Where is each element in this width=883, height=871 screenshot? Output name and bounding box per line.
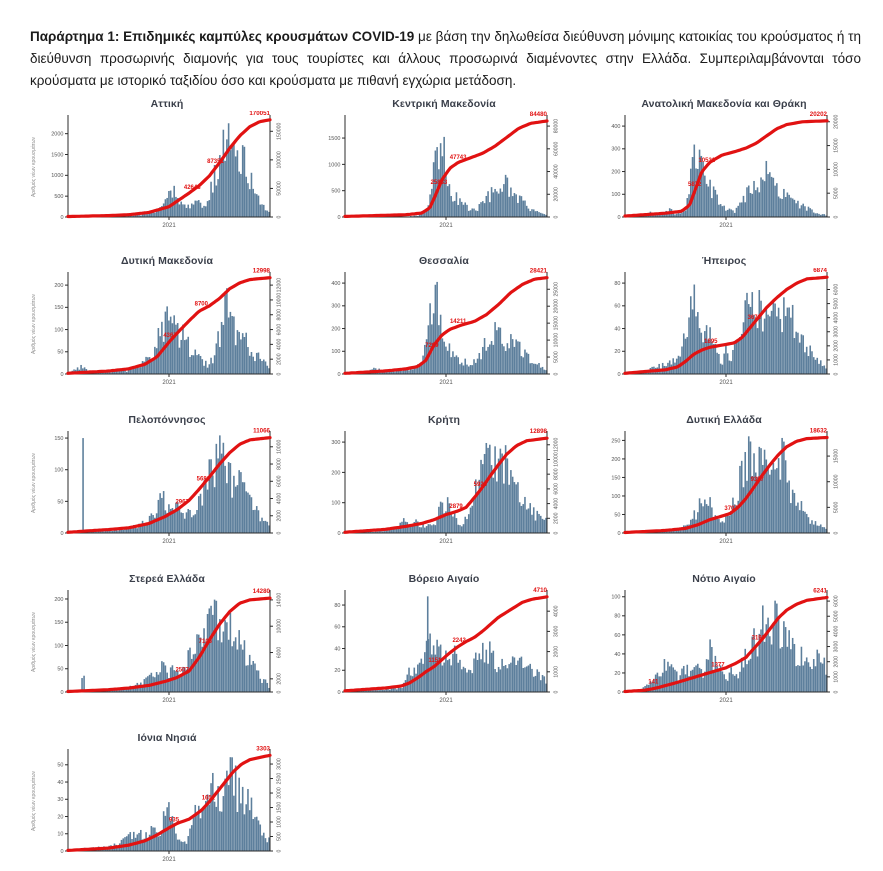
chart-title: Ήπειρος bbox=[701, 255, 747, 267]
svg-text:100: 100 bbox=[54, 467, 64, 474]
svg-text:2507: 2507 bbox=[175, 667, 189, 674]
y-axis-title: Αριθμός νέων κρουσμάτων bbox=[31, 136, 37, 198]
svg-text:2021: 2021 bbox=[162, 857, 176, 863]
svg-text:2021: 2021 bbox=[162, 223, 176, 229]
svg-text:150000: 150000 bbox=[276, 122, 283, 140]
svg-text:4000: 4000 bbox=[276, 492, 283, 505]
svg-text:6000: 6000 bbox=[276, 475, 283, 488]
svg-text:2967: 2967 bbox=[175, 499, 189, 506]
svg-text:2021: 2021 bbox=[162, 539, 176, 545]
chart-canvas bbox=[305, 427, 583, 551]
svg-text:5872: 5872 bbox=[688, 181, 702, 188]
chart-title: Βόρειο Αιγαίο bbox=[408, 573, 480, 585]
svg-text:2021: 2021 bbox=[719, 223, 733, 229]
svg-text:6000: 6000 bbox=[833, 283, 840, 296]
svg-text:400: 400 bbox=[331, 280, 341, 287]
svg-text:50: 50 bbox=[57, 762, 64, 769]
svg-text:0: 0 bbox=[833, 531, 840, 535]
svg-text:10000: 10000 bbox=[833, 474, 840, 489]
svg-text:11066: 11066 bbox=[253, 427, 270, 435]
svg-text:14000: 14000 bbox=[276, 592, 283, 608]
svg-text:12898: 12898 bbox=[529, 428, 547, 436]
svg-text:300: 300 bbox=[331, 303, 341, 310]
svg-text:3193: 3193 bbox=[751, 635, 765, 642]
svg-text:0: 0 bbox=[337, 214, 341, 221]
svg-text:2000: 2000 bbox=[833, 340, 840, 352]
svg-text:0: 0 bbox=[60, 214, 64, 221]
svg-text:2000: 2000 bbox=[51, 131, 64, 138]
svg-text:100: 100 bbox=[611, 594, 621, 601]
svg-text:6874: 6874 bbox=[813, 268, 827, 275]
chart-canvas bbox=[585, 427, 863, 551]
svg-text:4000: 4000 bbox=[833, 311, 840, 324]
chart-canvas bbox=[305, 268, 583, 392]
svg-text:6000: 6000 bbox=[833, 595, 840, 607]
chart-panel-7 bbox=[28, 414, 306, 556]
svg-text:14280: 14280 bbox=[252, 588, 270, 596]
svg-text:7105: 7105 bbox=[198, 639, 213, 646]
chart-title: Θεσσαλία bbox=[419, 255, 469, 267]
svg-text:5000: 5000 bbox=[833, 187, 840, 199]
svg-text:20: 20 bbox=[614, 670, 621, 677]
svg-text:8000: 8000 bbox=[276, 458, 283, 470]
svg-text:500: 500 bbox=[276, 832, 283, 841]
chart-panel-11 bbox=[305, 573, 583, 715]
svg-text:20000: 20000 bbox=[833, 114, 840, 129]
chart-panel-9 bbox=[585, 414, 863, 556]
svg-text:8700: 8700 bbox=[194, 301, 208, 308]
svg-text:10: 10 bbox=[57, 831, 64, 838]
chart-panel-4 bbox=[28, 255, 306, 397]
svg-text:250: 250 bbox=[611, 438, 621, 445]
svg-text:150: 150 bbox=[54, 305, 64, 312]
svg-text:200: 200 bbox=[611, 169, 621, 176]
svg-text:200: 200 bbox=[54, 596, 64, 603]
svg-text:100: 100 bbox=[54, 327, 64, 334]
svg-text:15000: 15000 bbox=[553, 315, 560, 331]
svg-text:1000: 1000 bbox=[553, 666, 560, 678]
svg-text:14211: 14211 bbox=[449, 319, 467, 326]
chart-panel-12 bbox=[585, 573, 863, 715]
chart-canvas bbox=[28, 586, 306, 710]
svg-text:9357: 9357 bbox=[750, 476, 764, 483]
svg-text:25833: 25833 bbox=[430, 179, 448, 186]
chart-canvas bbox=[28, 745, 306, 869]
y-axis-title: Αριθμός νέων κρουσμάτων bbox=[31, 770, 37, 832]
chart-panel-8 bbox=[305, 414, 583, 556]
svg-text:2021: 2021 bbox=[719, 698, 733, 704]
svg-text:100: 100 bbox=[611, 192, 621, 199]
svg-text:20000: 20000 bbox=[553, 187, 560, 202]
svg-text:10000: 10000 bbox=[553, 332, 560, 348]
svg-text:2021: 2021 bbox=[719, 539, 733, 545]
svg-text:12000: 12000 bbox=[553, 437, 560, 452]
svg-text:0: 0 bbox=[553, 690, 560, 694]
svg-text:2021: 2021 bbox=[439, 539, 453, 545]
svg-text:150: 150 bbox=[611, 475, 621, 482]
chart-title: Νότιο Αιγαίο bbox=[692, 573, 756, 585]
svg-text:3000: 3000 bbox=[276, 758, 283, 770]
svg-text:1500: 1500 bbox=[328, 135, 341, 142]
chart-title: Αττική bbox=[150, 98, 184, 110]
svg-text:500: 500 bbox=[54, 194, 64, 201]
svg-text:200: 200 bbox=[54, 283, 64, 290]
svg-text:300: 300 bbox=[331, 439, 341, 446]
svg-text:1000: 1000 bbox=[328, 162, 341, 169]
svg-text:25000: 25000 bbox=[553, 282, 560, 297]
svg-text:2021: 2021 bbox=[439, 380, 453, 386]
svg-text:0: 0 bbox=[60, 689, 64, 696]
chart-canvas bbox=[28, 427, 306, 551]
svg-text:2500: 2500 bbox=[276, 772, 283, 785]
svg-text:2242: 2242 bbox=[452, 638, 466, 645]
svg-text:4367: 4367 bbox=[163, 333, 177, 340]
svg-text:18632: 18632 bbox=[809, 427, 827, 435]
svg-text:5000: 5000 bbox=[833, 501, 840, 514]
svg-text:2021: 2021 bbox=[162, 698, 176, 704]
svg-text:80000: 80000 bbox=[553, 118, 560, 134]
svg-text:50: 50 bbox=[57, 499, 64, 506]
svg-text:0: 0 bbox=[276, 690, 283, 694]
svg-text:50000: 50000 bbox=[276, 181, 283, 196]
svg-text:1500: 1500 bbox=[276, 801, 283, 814]
svg-text:0: 0 bbox=[617, 530, 621, 537]
svg-text:2000: 2000 bbox=[553, 512, 560, 525]
svg-text:12000: 12000 bbox=[276, 277, 283, 293]
svg-text:10000: 10000 bbox=[276, 618, 283, 634]
svg-text:0: 0 bbox=[276, 215, 283, 219]
svg-text:0: 0 bbox=[553, 531, 560, 535]
svg-text:0: 0 bbox=[617, 214, 621, 221]
svg-text:100: 100 bbox=[331, 500, 341, 507]
svg-text:20: 20 bbox=[334, 668, 341, 675]
svg-text:20202: 20202 bbox=[809, 111, 827, 118]
svg-text:0: 0 bbox=[617, 689, 621, 696]
chart-title: Στερεά Ελλάδα bbox=[129, 573, 205, 585]
svg-text:6000: 6000 bbox=[276, 646, 283, 659]
svg-text:100: 100 bbox=[611, 493, 621, 500]
svg-text:100000: 100000 bbox=[276, 151, 283, 169]
svg-text:4710: 4710 bbox=[533, 586, 547, 594]
appendix-heading bbox=[30, 26, 861, 92]
svg-text:0: 0 bbox=[60, 530, 64, 537]
svg-text:0: 0 bbox=[833, 215, 840, 219]
svg-text:0: 0 bbox=[833, 372, 840, 376]
svg-text:1000: 1000 bbox=[276, 816, 283, 828]
svg-text:0: 0 bbox=[337, 530, 341, 537]
y-axis-title: Αριθμός νέων κρουσμάτων bbox=[31, 293, 37, 355]
chart-title: Κεντρική Μακεδονία bbox=[392, 98, 496, 110]
svg-text:1377: 1377 bbox=[711, 662, 725, 669]
svg-text:170051: 170051 bbox=[249, 111, 270, 117]
chart-canvas bbox=[305, 111, 583, 235]
chart-canvas bbox=[305, 586, 583, 710]
svg-text:6000: 6000 bbox=[276, 323, 283, 336]
svg-text:1500: 1500 bbox=[51, 152, 64, 159]
chart-panel-13 bbox=[28, 732, 306, 871]
svg-text:100: 100 bbox=[54, 643, 64, 650]
svg-text:3000: 3000 bbox=[833, 325, 840, 338]
svg-text:935: 935 bbox=[169, 817, 180, 824]
svg-text:20: 20 bbox=[614, 349, 621, 356]
svg-text:40000: 40000 bbox=[553, 164, 560, 179]
svg-text:50: 50 bbox=[57, 349, 64, 356]
svg-text:0: 0 bbox=[276, 531, 283, 535]
svg-text:8000: 8000 bbox=[276, 308, 283, 321]
svg-text:200: 200 bbox=[331, 326, 341, 333]
svg-text:2000: 2000 bbox=[833, 655, 840, 668]
svg-text:80: 80 bbox=[334, 602, 341, 609]
svg-text:2021: 2021 bbox=[162, 380, 176, 386]
svg-text:10000: 10000 bbox=[553, 452, 560, 467]
svg-text:0: 0 bbox=[276, 372, 283, 376]
svg-text:5000: 5000 bbox=[833, 610, 840, 623]
svg-text:4000: 4000 bbox=[553, 605, 560, 617]
svg-text:0: 0 bbox=[833, 690, 840, 694]
chart-panel-6 bbox=[585, 255, 863, 397]
svg-text:40: 40 bbox=[57, 779, 64, 786]
chart-panel-3 bbox=[585, 98, 863, 240]
chart-title: Δυτική Μακεδονία bbox=[120, 255, 214, 267]
appendix-label: Παράρτημα 1: bbox=[30, 28, 120, 44]
svg-text:3000: 3000 bbox=[553, 625, 560, 638]
svg-text:40: 40 bbox=[334, 646, 341, 653]
chart-panel-5 bbox=[305, 255, 583, 397]
svg-text:40: 40 bbox=[614, 326, 621, 333]
svg-text:0: 0 bbox=[337, 371, 341, 378]
svg-text:2000: 2000 bbox=[276, 509, 283, 522]
svg-text:5000: 5000 bbox=[833, 297, 840, 310]
svg-text:6000: 6000 bbox=[553, 483, 560, 495]
svg-text:10000: 10000 bbox=[276, 292, 283, 308]
svg-text:141: 141 bbox=[648, 679, 659, 686]
svg-text:50: 50 bbox=[57, 666, 64, 673]
chart-title: Ιόνια Νησιά bbox=[137, 732, 197, 744]
chart-canvas bbox=[28, 268, 306, 392]
svg-text:3707: 3707 bbox=[724, 505, 738, 512]
svg-text:12998: 12998 bbox=[252, 268, 270, 275]
svg-text:4000: 4000 bbox=[276, 338, 283, 351]
svg-text:3672: 3672 bbox=[747, 315, 761, 322]
svg-text:2879: 2879 bbox=[449, 504, 463, 511]
svg-text:200: 200 bbox=[331, 470, 341, 477]
chart-title: Πελοπόννησος bbox=[128, 414, 206, 426]
svg-text:60: 60 bbox=[614, 632, 621, 639]
svg-text:15000: 15000 bbox=[833, 138, 840, 153]
svg-text:5923: 5923 bbox=[473, 482, 488, 489]
svg-text:400: 400 bbox=[611, 123, 621, 130]
svg-text:87351: 87351 bbox=[207, 159, 224, 166]
svg-text:300: 300 bbox=[611, 146, 621, 153]
svg-text:0: 0 bbox=[60, 371, 64, 378]
svg-text:100: 100 bbox=[331, 349, 341, 356]
svg-text:7209: 7209 bbox=[425, 342, 439, 349]
svg-text:80: 80 bbox=[614, 280, 621, 287]
svg-text:150: 150 bbox=[54, 435, 64, 442]
svg-text:150: 150 bbox=[54, 620, 64, 627]
svg-text:0: 0 bbox=[337, 689, 341, 696]
svg-text:10531: 10531 bbox=[698, 158, 716, 165]
chart-canvas bbox=[585, 268, 863, 392]
svg-text:1651: 1651 bbox=[201, 795, 216, 802]
svg-text:0: 0 bbox=[553, 215, 560, 219]
svg-text:47743: 47743 bbox=[449, 155, 467, 162]
svg-text:3303: 3303 bbox=[256, 745, 270, 753]
appendix-body: με βάση την δηλωθείσα διεύθυνση μόνιμης κατοικίας του κρούσματος ή τη διεύθυνση προσωρινής διαμονής για τους τουρίστες και άλλους προσωρινά διαμένοντες στην Ελλάδα. Συμπεριλαμβάνονται τόσο κρούσματα με ιστορικό ταξιδίου όσο και κρούσματα με πιθανή εγχώρια μετάδοση. bbox=[30, 28, 861, 88]
svg-text:84480: 84480 bbox=[529, 111, 547, 118]
svg-text:0: 0 bbox=[617, 371, 621, 378]
svg-text:10000: 10000 bbox=[276, 439, 283, 455]
svg-text:80: 80 bbox=[614, 613, 621, 620]
svg-text:2021: 2021 bbox=[439, 698, 453, 704]
svg-text:6241: 6241 bbox=[813, 587, 827, 595]
svg-text:8000: 8000 bbox=[553, 468, 560, 480]
svg-text:4000: 4000 bbox=[553, 497, 560, 510]
svg-text:10000: 10000 bbox=[833, 162, 840, 177]
svg-text:30: 30 bbox=[57, 797, 64, 804]
svg-text:20000: 20000 bbox=[553, 298, 560, 314]
svg-text:200: 200 bbox=[611, 456, 621, 463]
chart-title: Δυτική Ελλάδα bbox=[686, 414, 762, 426]
svg-text:20: 20 bbox=[57, 814, 64, 821]
svg-text:2021: 2021 bbox=[439, 223, 453, 229]
y-axis-title: Αριθμός νέων κρουσμάτων bbox=[31, 452, 37, 514]
svg-text:0: 0 bbox=[553, 372, 560, 376]
svg-text:60000: 60000 bbox=[553, 141, 560, 157]
svg-text:5000: 5000 bbox=[553, 351, 560, 363]
svg-text:1000: 1000 bbox=[51, 173, 64, 180]
svg-text:15000: 15000 bbox=[833, 448, 840, 464]
svg-text:2000: 2000 bbox=[276, 787, 283, 799]
svg-text:2000: 2000 bbox=[276, 673, 283, 685]
svg-text:2000: 2000 bbox=[276, 353, 283, 365]
svg-text:3000: 3000 bbox=[833, 640, 840, 653]
svg-text:40: 40 bbox=[614, 651, 621, 658]
svg-text:1151: 1151 bbox=[428, 658, 442, 665]
chart-canvas bbox=[585, 586, 863, 710]
appendix-title: Επιδημικές καμπύλες κρουσμάτων COVID-19 bbox=[119, 28, 415, 44]
svg-text:60: 60 bbox=[334, 624, 341, 631]
svg-text:60: 60 bbox=[614, 303, 621, 310]
chart-panel-2 bbox=[305, 98, 583, 240]
svg-text:5681: 5681 bbox=[196, 476, 211, 483]
svg-text:2000: 2000 bbox=[553, 645, 560, 658]
svg-text:500: 500 bbox=[331, 188, 341, 195]
svg-text:1000: 1000 bbox=[833, 671, 840, 683]
chart-canvas bbox=[585, 111, 863, 235]
svg-text:2021: 2021 bbox=[719, 380, 733, 386]
svg-text:4000: 4000 bbox=[833, 625, 840, 638]
svg-text:42648: 42648 bbox=[183, 184, 201, 191]
svg-text:0: 0 bbox=[60, 848, 64, 855]
chart-canvas bbox=[28, 111, 306, 235]
svg-text:28421: 28421 bbox=[529, 268, 547, 275]
chart-panel-10 bbox=[28, 573, 306, 715]
svg-text:1895: 1895 bbox=[704, 339, 718, 346]
svg-text:0: 0 bbox=[276, 849, 283, 853]
chart-title: Κρήτη bbox=[427, 414, 461, 426]
svg-text:1000: 1000 bbox=[833, 354, 840, 366]
svg-text:50: 50 bbox=[614, 512, 621, 519]
y-axis-title: Αριθμός νέων κρουσμάτων bbox=[31, 611, 37, 673]
chart-title: Ανατολική Μακεδονία και Θράκη bbox=[641, 98, 807, 110]
chart-panel-1 bbox=[28, 98, 306, 240]
